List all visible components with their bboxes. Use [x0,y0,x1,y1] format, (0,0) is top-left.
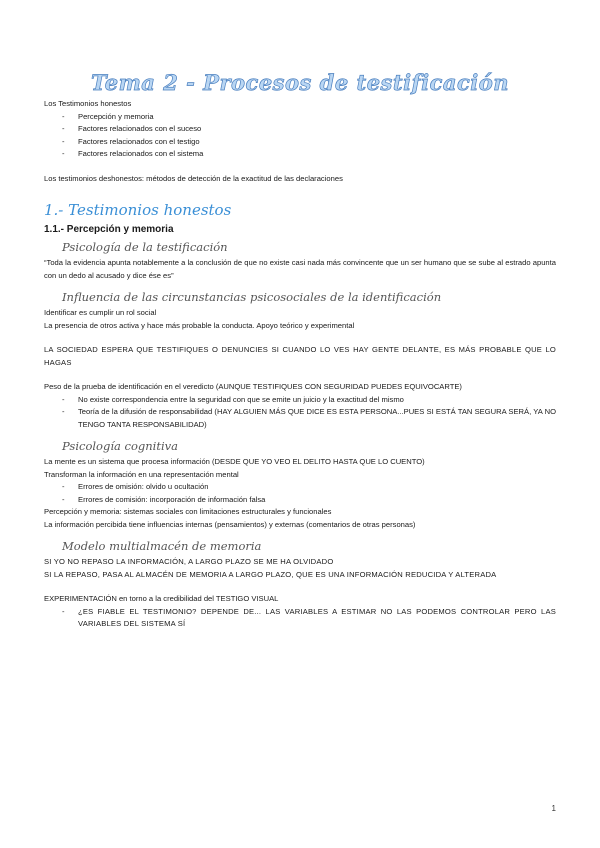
paragraph: Identificar es cumplir un rol social [44,308,157,317]
topic-heading: Psicología cognitiva [62,439,178,453]
paragraph: Peso de la prueba de identificación en el veredicto (AUNQUE TESTIFIQUES CON SEGURIDAD PUEDES EQUIVOCARTE) [44,382,462,391]
list-item: - Errores de comisión: incorporación de información falsa [62,494,556,507]
list-item: - Percepción y memoria [62,111,556,124]
paragraph: La mente es un sistema que procesa información (DESDE QUE YO VEO EL DELITO HASTA QUE LO CUENTO) [44,457,425,466]
subsection-title: 1.1.- Percepción y memoria [44,224,174,235]
list-item: - No existe correspondencia entre la seguridad con que se emite un juicio y la exactitud del mismo [62,394,556,407]
list-item: - Factores relacionados con el suceso [62,123,556,136]
list-item: - Factores relacionados con el testigo [62,136,556,149]
list-item: - Teoría de la difusión de responsabilidad (HAY ALGUIEN MÁS QUE DICE ES ESTA PERSONA...PUES SI ESTÁ TAN SEGURA SERÁ, YA NO TENGO TANTA RESPONSABILIDAD) [62,406,556,431]
paragraph: Percepción y memoria: sistemas sociales con limitaciones estructurales y funcionales [44,507,332,516]
intro-list [44,111,556,161]
list-item: - ¿ES FIABLE EL TESTIMONIO? DEPENDE DE... LAS VARIABLES A ESTIMAR NO LAS PODEMOS CONTROLAR PERO LAS VARIABLES DEL SISTEMA SÍ [62,606,556,631]
document-body [44,98,556,631]
peso-list [44,394,556,432]
paragraph: SI YO NO REPASO LA INFORMACIÓN, A LARGO PLAZO SE ME HA OLVIDADO [44,557,334,566]
cog-list [44,481,556,506]
document-title: Tema 2 - Procesos de testificación [91,70,509,95]
quote-text: “Toda la evidencia apunta notablemente a la conclusión de que no existe casi nada más convincente que un ser humano que se sube al estrado apunta con un dedo al acusado y dice ése es” [44,258,556,280]
list-item: - Factores relacionados con el sistema [62,148,556,161]
paragraph: La información percibida tiene influencias internas (pensamientos) y externas (comentarios de otras personas) [44,519,416,529]
list-item: - Errores de omisión: olvido u ocultación [62,481,556,494]
paragraph: EXPERIMENTACIÓN en torno a la credibilidad del TESTIGO VISUAL [44,594,279,603]
intro-heading: Los Testimonios honestos [44,99,132,108]
topic-heading: Psicología de la testificación [62,240,228,254]
paragraph: Transforman la información en una representación mental [44,469,239,479]
paragraph: La presencia de otros activa y hace más probable la conducta. Apoyo teórico y experimental [44,320,355,330]
paragraph: SI LA REPASO, PASA AL ALMACÉN DE MEMORIA A LARGO PLAZO, QUE ES UNA INFORMACIÓN REDUCIDA Y ALTERADA [44,569,497,579]
paragraph: LA SOCIEDAD ESPERA QUE TESTIFIQUES O DENUNCIES SI CUANDO LO VES HAY GENTE DELANTE, ES MÁS PROBABLE QUE LO HAGAS [44,345,556,367]
dishonest-line: Los testimonios deshonestos: métodos de detección de la exactitud de las declaraciones [44,173,343,183]
exp-list [44,606,556,631]
section-title: 1.- Testimonios honestos [44,201,232,219]
topic-heading: Influencia de las circunstancias psicosociales de la identificación [62,290,442,304]
topic-heading: Modelo multialmacén de memoria [62,539,262,553]
page-number: 1 [551,804,556,813]
